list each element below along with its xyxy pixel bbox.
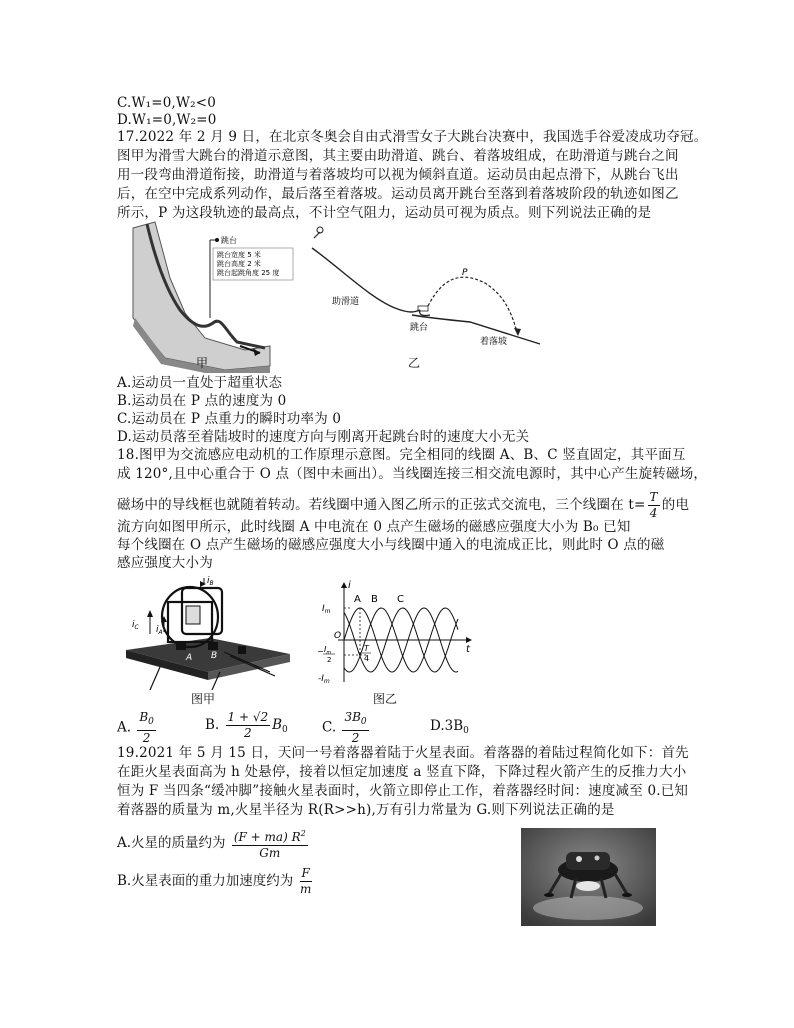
im-label: $I_m$	[322, 604, 331, 615]
q17-stem-line: 所示，P 为这段轨迹的最高点，不计空气阻力，运动员可视为质点。则下列说法正确的是	[117, 205, 652, 221]
q17-stem-line: 图甲为滑雪大跳台的滑道示意图，其主要由助滑道、跳台、着落坡组成，在助滑道与跳台之间	[117, 148, 679, 164]
q17-figure-yi-caption: 乙	[408, 356, 421, 370]
takeoff-angle-spec: 跳台起跳角度 25 度	[217, 269, 280, 277]
q16-option-d: D.W₁=0,W₂=0	[117, 112, 217, 128]
q18-stem-line-with-fraction	[117, 490, 689, 521]
t-quarter-num: T	[364, 644, 369, 653]
jump-platform-label: 跳台	[221, 236, 237, 245]
wave-a-label: A	[354, 594, 361, 605]
origin-label: O	[334, 631, 342, 641]
q17-option-c: C.运动员在 P 点重力的瞬时功率为 0	[117, 411, 342, 427]
landing-slope-label: 着落坡	[480, 337, 508, 347]
q16-option-c: C.W₁=0,W₂<0	[117, 95, 217, 111]
current-c-label: $i_C$	[132, 620, 139, 631]
q18-figure-jia-caption: 图甲	[191, 692, 216, 706]
coil-a-label: A	[186, 653, 193, 663]
q17-option-d: D.运动员落至着陆坡时的速度方向与刚离开起跳台时的速度大小无关	[117, 429, 530, 445]
half-im-den: 2	[327, 656, 332, 664]
q18-stem-line: 感应强度大小为	[117, 555, 213, 571]
q17-stem-line: 用一段弯曲滑道衔接，助滑道与着落坡均可以视为倾斜直道。运动员由起点滑下，从跳台飞出	[117, 167, 679, 183]
q19-option-a: A.火星的质量约为 $\frac{(F + ma) R^2}{Gm}$	[117, 826, 310, 861]
half-im-minus: −	[317, 647, 324, 656]
platform-label: 跳台	[410, 323, 429, 333]
half-im-num: $I_m$	[324, 645, 332, 656]
axis-i-label: i	[348, 580, 351, 591]
highest-point-p-label: P	[462, 268, 468, 278]
current-a-label: $i_A$	[156, 625, 163, 636]
platform-width-spec: 跳台宽度 5 米	[217, 251, 261, 259]
q17-option-b: B.运动员在 P 点的速度为 0	[117, 393, 287, 409]
lander-photo	[521, 828, 656, 926]
q18-option-c: C. $\frac{3B_0}{2}$	[322, 710, 367, 745]
q18-stem-line: 18.图甲为交流感应电动机的工作原理示意图。完全相同的线圈 A、B、C 竖直固定，其平面互	[117, 447, 686, 463]
q17-stem-line: 17.2022 年 2 月 9 日，在北京冬奥会自由式滑雪女子大跳台决赛中，我国选手谷爱凌成功夺冠。	[117, 129, 708, 145]
t-quarter-den: 4	[364, 654, 370, 663]
q19-stem-line: 着落器的质量为 m,火星半径为 R(R>>h),万有引力常量为 G.则下列说法正确的是	[117, 802, 615, 818]
coil-b-label: B	[211, 651, 218, 661]
q18-stem-line: 流方向如图甲所示，此时线圈 A 中电流在 0 点产生磁场的磁感应强度大小为 B₀ 已知	[117, 519, 631, 535]
q19-option-b: B.火星表面的重力加速度约为 $\frac{F}{m}$	[117, 866, 312, 896]
q19-stem-line: 19.2021 年 5 月 15 日，天问一号着落器着陆于火星表面。着落器的着陆过程简化如下：首先	[117, 745, 689, 761]
q18-figure-yi-waves	[308, 578, 478, 690]
q17-figure-jia-caption: 甲	[196, 356, 209, 370]
q19-stem-line: 恒为 F 当四条“缓冲脚”接触火星表面时，火箭立即停止工作，着落器经时间：速度减至 0.已知	[117, 783, 689, 799]
q17-option-a: A.运动员一直处于超重状态	[117, 375, 283, 391]
q17-stem-line: 后，在空中完成系列动作，最后落至着落坡。运动员离开跳台至落到着落坡阶段的轨迹如图乙	[117, 186, 679, 202]
q18-stem-line: 每个线圈在 O 点产生磁场的磁感应强度大小与线圈中通入的电流成正比，则此时 O 点的磁	[117, 537, 665, 553]
q18-option-b: B. $\frac{1 + √2}{2}$ $B_0$	[205, 710, 288, 740]
q18-figure-jia-coils	[120, 572, 295, 690]
wave-b-label: B	[371, 594, 378, 605]
t-quarter-fraction: $\frac{T}{4}$	[649, 490, 658, 520]
wave-c-label: C	[397, 594, 404, 605]
axis-t-label: t	[466, 644, 470, 655]
q18-figure-yi-caption: 图乙	[373, 692, 398, 706]
q18-stem-text: 的电	[661, 497, 690, 513]
q18-stem-text: 磁场中的导线框也就随着转动。若线圈中通入图乙所示的正弦式交流电，三个线圈在 t=	[117, 497, 646, 513]
runway-label: 助滑道	[332, 297, 360, 307]
q18-stem-line: 成 120°,且中心重合于 O 点（图中未画出）。当线圈连接三相交流电源时，其中心产生旋转磁场，	[117, 466, 708, 482]
q17-figure-jia	[125, 218, 300, 373]
q18-option-a: A. $\frac{B_0}{2}$	[117, 710, 154, 745]
q17-figure-yi	[300, 218, 550, 373]
q18-option-d: $D.3B_0$	[430, 718, 469, 736]
neg-im-label: $-I_m$	[318, 674, 330, 685]
current-b-label: $i_B$	[207, 576, 214, 587]
platform-height-spec: 跳台高度 2 米	[217, 260, 261, 268]
q19-stem-line: 在距火星表面高为 h 处悬停，接着以恒定加速度 a 竖直下降，下降过程火箭产生的反推力大小	[117, 764, 687, 780]
